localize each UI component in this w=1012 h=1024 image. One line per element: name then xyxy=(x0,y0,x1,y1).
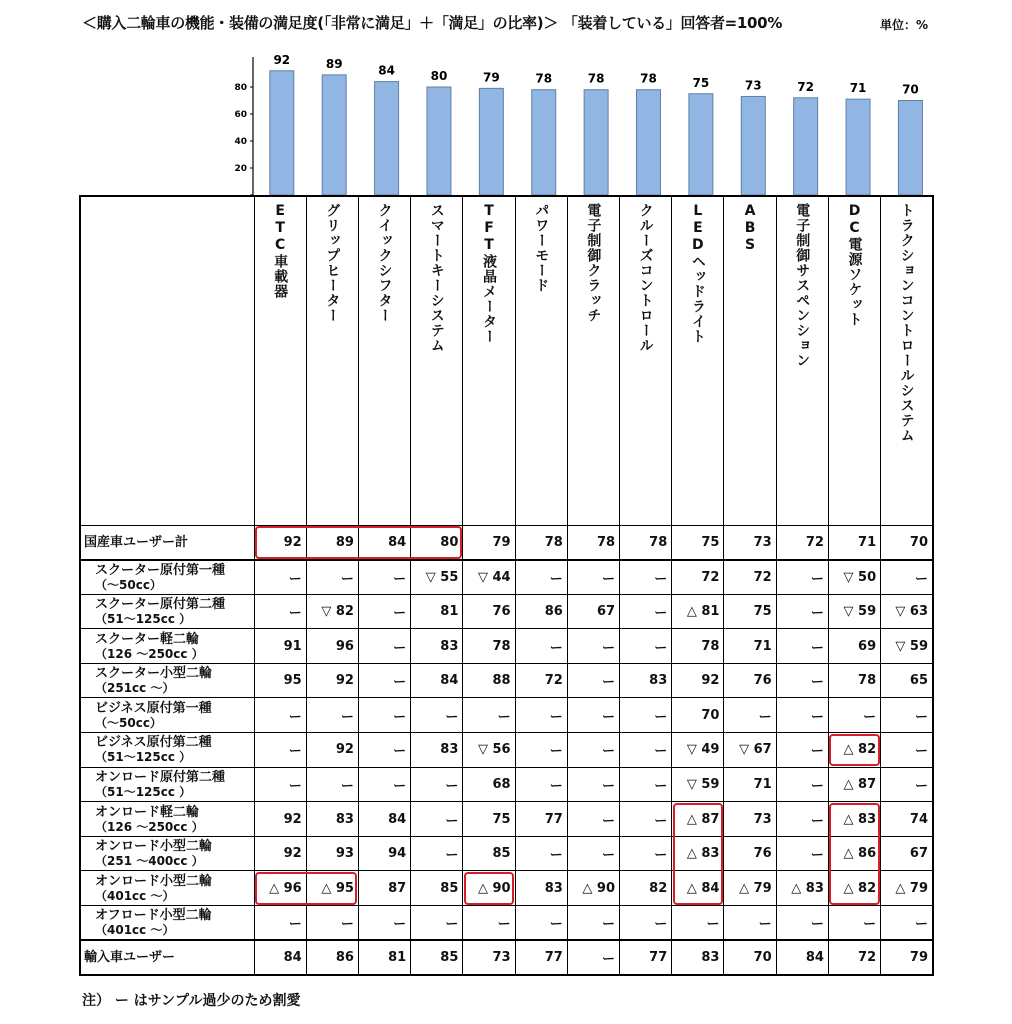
table-cell: △ 83 xyxy=(828,802,880,837)
data-label: 70 xyxy=(902,82,919,97)
table-cell: 91 xyxy=(254,629,306,664)
bar-1 xyxy=(270,71,294,195)
table-cell: 82 xyxy=(620,871,672,906)
table-row xyxy=(80,733,933,768)
table-cell: 76 xyxy=(724,836,776,871)
column-header-label: TFT液晶メーター xyxy=(480,203,497,344)
table-cell: ー xyxy=(776,698,828,733)
table-cell: 76 xyxy=(724,663,776,698)
table-cell: 83 xyxy=(620,663,672,698)
table-cell: ー xyxy=(620,594,672,629)
data-label: 71 xyxy=(849,81,867,96)
row-label-main: ビジネス原付第一種 xyxy=(95,700,212,716)
row-label xyxy=(80,525,254,560)
table-cell: ー xyxy=(515,560,567,595)
table-cell: ー xyxy=(881,733,933,768)
table-cell: ー xyxy=(567,698,619,733)
row-label xyxy=(80,733,254,768)
table-corner xyxy=(80,196,254,525)
table-cell: 78 xyxy=(567,525,619,560)
table-row xyxy=(80,663,933,698)
column-header xyxy=(567,196,619,525)
table-cell: 85 xyxy=(411,940,463,975)
data-label: 89 xyxy=(325,56,343,71)
footnote: 注） ー はサンプル過少のため割愛 xyxy=(82,993,301,1009)
table-cell: 65 xyxy=(881,663,933,698)
page-title: ＜購入二輪車の機能・装備の満足度(「非常に満足」＋「満足」の比率)＞ 「装着している」回答者=100% xyxy=(82,14,783,32)
table-cell: 75 xyxy=(724,594,776,629)
table-cell: 77 xyxy=(515,940,567,975)
table-cell: ー xyxy=(515,698,567,733)
table-cell: 71 xyxy=(724,629,776,664)
data-label: 78 xyxy=(587,71,605,86)
satisfaction-table xyxy=(79,195,934,976)
table-cell: 70 xyxy=(881,525,933,560)
data-label: 75 xyxy=(692,75,710,90)
row-label xyxy=(80,560,254,595)
table-cell: 70 xyxy=(672,698,724,733)
table-cell: △ 86 xyxy=(828,836,880,871)
table-row xyxy=(80,767,933,802)
column-header-label: クイックシフター xyxy=(376,203,393,323)
bar-5 xyxy=(479,88,503,195)
table-cell: ー xyxy=(254,698,306,733)
table-cell: ー xyxy=(515,836,567,871)
y-tick-label: 60 xyxy=(234,110,247,120)
table-cell: △ 82 xyxy=(828,733,880,768)
table-cell: ▽ 44 xyxy=(463,560,515,595)
table-cell: ー xyxy=(776,906,828,941)
table-cell: ▽ 59 xyxy=(828,594,880,629)
table-cell: ー xyxy=(515,733,567,768)
bar-chart xyxy=(0,0,1012,200)
row-label xyxy=(80,663,254,698)
table-cell: ー xyxy=(881,906,933,941)
table-row xyxy=(80,698,933,733)
column-header xyxy=(828,196,880,525)
table-cell: 68 xyxy=(463,767,515,802)
table-cell: 75 xyxy=(672,525,724,560)
table-cell: △ 79 xyxy=(881,871,933,906)
column-header-label: 電子制御クラッチ xyxy=(585,203,602,323)
data-label: 79 xyxy=(482,70,500,85)
row-label-sub: （51～125cc ） xyxy=(95,784,192,799)
data-label: 78 xyxy=(640,71,657,86)
table-cell: ▽ 63 xyxy=(881,594,933,629)
table-cell: ー xyxy=(254,594,306,629)
data-label: 80 xyxy=(430,69,448,83)
table-cell: ー xyxy=(515,767,567,802)
row-label-main: 輸入車ユーザー xyxy=(84,949,176,965)
table-cell: 67 xyxy=(567,594,619,629)
row-label-sub: （～50cc） xyxy=(95,577,162,592)
table-cell: ー xyxy=(306,767,358,802)
table-header-row xyxy=(80,196,933,525)
table-cell: 92 xyxy=(306,733,358,768)
table-cell: ー xyxy=(672,906,724,941)
table-cell: ー xyxy=(567,560,619,595)
table-cell: 84 xyxy=(254,940,306,975)
table-cell: ー xyxy=(620,733,672,768)
table-cell: 78 xyxy=(672,629,724,664)
column-header xyxy=(724,196,776,525)
table-cell: ▽ 50 xyxy=(828,560,880,595)
column-header-label: ABS xyxy=(742,203,759,254)
table-cell: ー xyxy=(306,906,358,941)
table-cell: 77 xyxy=(515,802,567,837)
row-label xyxy=(80,906,254,941)
table-row xyxy=(80,525,933,560)
table-cell: 77 xyxy=(620,940,672,975)
column-header xyxy=(358,196,410,525)
table-cell: ー xyxy=(463,906,515,941)
table-cell: ー xyxy=(254,906,306,941)
table-cell: △ 84 xyxy=(672,871,724,906)
bar-10 xyxy=(741,96,765,195)
table-row xyxy=(80,629,933,664)
table-cell: 94 xyxy=(358,836,410,871)
table-cell: 78 xyxy=(463,629,515,664)
table-cell: ー xyxy=(411,698,463,733)
row-label-main: スクーター小型二輪 xyxy=(95,666,213,682)
row-label xyxy=(80,594,254,629)
table-cell: 70 xyxy=(724,940,776,975)
column-header xyxy=(463,196,515,525)
y-tick-label: 20 xyxy=(234,164,247,174)
table-cell: 92 xyxy=(306,663,358,698)
table-cell: 83 xyxy=(411,629,463,664)
table-cell: 81 xyxy=(411,594,463,629)
bar-13 xyxy=(898,101,922,196)
table-cell: 81 xyxy=(358,940,410,975)
column-header-label: ETC車載器 xyxy=(272,203,289,299)
table-cell: ー xyxy=(358,594,410,629)
table-cell: 87 xyxy=(358,871,410,906)
table-cell: 89 xyxy=(306,525,358,560)
table-cell: ー xyxy=(358,663,410,698)
table-cell: ー xyxy=(776,802,828,837)
table-cell: ー xyxy=(724,698,776,733)
data-label: 84 xyxy=(378,63,395,78)
table-cell: ー xyxy=(463,698,515,733)
table-cell: ー xyxy=(620,629,672,664)
column-header-label: クルーズコントロール xyxy=(637,203,654,353)
bar-7 xyxy=(584,90,608,195)
table-cell: ー xyxy=(776,767,828,802)
row-label-main: オンロード小型二輪 xyxy=(95,873,213,889)
column-header xyxy=(672,196,724,525)
row-label-main: スクーター原付第一種 xyxy=(95,562,226,578)
table-cell: ー xyxy=(620,836,672,871)
table-cell: ー xyxy=(358,733,410,768)
table-cell: 74 xyxy=(881,802,933,837)
table-cell: 72 xyxy=(672,560,724,595)
row-label-sub: （51～125cc ） xyxy=(95,750,192,765)
row-label-main: ビジネス原付第二種 xyxy=(95,735,212,751)
column-header-label: グリップヒーター xyxy=(324,203,341,323)
y-tick-label: 80 xyxy=(234,83,247,93)
table-row xyxy=(80,906,933,941)
row-label-sub: （251 ～400cc ） xyxy=(95,854,204,869)
table-row xyxy=(80,836,933,871)
column-header xyxy=(515,196,567,525)
table-cell: △ 87 xyxy=(828,767,880,802)
table-cell: ー xyxy=(620,698,672,733)
table-cell: ー xyxy=(881,560,933,595)
table-cell: ー xyxy=(567,663,619,698)
table-cell: △ 95 xyxy=(306,871,358,906)
table-cell: △ 81 xyxy=(672,594,724,629)
table-cell: △ 83 xyxy=(672,836,724,871)
table-cell: ー xyxy=(828,906,880,941)
column-header xyxy=(776,196,828,525)
table-cell: ー xyxy=(358,767,410,802)
table-cell: 78 xyxy=(515,525,567,560)
table-cell: 84 xyxy=(358,525,410,560)
row-label xyxy=(80,802,254,837)
table-cell: 79 xyxy=(881,940,933,975)
table-cell: 83 xyxy=(515,871,567,906)
table-cell: △ 90 xyxy=(567,871,619,906)
table-cell: 92 xyxy=(254,525,306,560)
table-cell: 83 xyxy=(411,733,463,768)
table-cell: 78 xyxy=(828,663,880,698)
table-cell: ー xyxy=(411,802,463,837)
table-cell: △ 87 xyxy=(672,802,724,837)
table-row xyxy=(80,871,933,906)
table-cell: 92 xyxy=(254,836,306,871)
bar-11 xyxy=(794,98,818,195)
row-label-sub: （126 ～250cc ） xyxy=(95,819,204,834)
table-cell: ー xyxy=(776,629,828,664)
row-label xyxy=(80,871,254,906)
row-label-main: オンロード小型二輪 xyxy=(95,839,213,855)
table-cell: ー xyxy=(306,698,358,733)
bar-8 xyxy=(637,90,661,195)
column-header xyxy=(254,196,306,525)
table-cell: 83 xyxy=(306,802,358,837)
row-label-sub: （～50cc） xyxy=(95,715,162,730)
table-cell: △ 90 xyxy=(463,871,515,906)
table-cell: ▽ 59 xyxy=(672,767,724,802)
column-header-label: トラクションコントロールシステム xyxy=(898,203,915,443)
table-cell: 84 xyxy=(411,663,463,698)
table-cell: 86 xyxy=(515,594,567,629)
table-cell: 84 xyxy=(358,802,410,837)
table-cell: ー xyxy=(620,767,672,802)
row-label-sub: （401cc ～） xyxy=(95,923,175,938)
row-label xyxy=(80,836,254,871)
table-cell: 79 xyxy=(463,525,515,560)
table-cell: 72 xyxy=(828,940,880,975)
table-row xyxy=(80,594,933,629)
column-header xyxy=(881,196,933,525)
table-cell: ー xyxy=(567,940,619,975)
table-cell: ー xyxy=(411,906,463,941)
table-cell: ー xyxy=(254,733,306,768)
bar-4 xyxy=(427,87,451,195)
table-row xyxy=(80,560,933,595)
table-cell: ▽ 67 xyxy=(724,733,776,768)
table-cell: 85 xyxy=(463,836,515,871)
table-cell: ー xyxy=(411,836,463,871)
table-row xyxy=(80,802,933,837)
table-cell: 76 xyxy=(463,594,515,629)
table-cell: ー xyxy=(358,629,410,664)
table-cell: ー xyxy=(776,663,828,698)
table-cell: 92 xyxy=(254,802,306,837)
row-label-main: 国産車ユーザー計 xyxy=(84,534,189,550)
table-cell: 69 xyxy=(828,629,880,664)
table-cell: ▽ 59 xyxy=(881,629,933,664)
table-row xyxy=(80,940,933,975)
table-cell: ー xyxy=(567,733,619,768)
column-header-label: 電子制御サスペンション xyxy=(794,203,811,368)
table-cell: ー xyxy=(515,629,567,664)
column-header-label: スマートキーシステム xyxy=(428,203,445,353)
data-label: 72 xyxy=(797,79,815,94)
row-label-main: オンロード軽二輪 xyxy=(95,804,200,820)
table-cell: 95 xyxy=(254,663,306,698)
table-cell: 75 xyxy=(463,802,515,837)
data-label: 73 xyxy=(744,78,762,93)
data-label: 78 xyxy=(535,71,553,86)
table-cell: 86 xyxy=(306,940,358,975)
table-cell: 88 xyxy=(463,663,515,698)
row-label-sub: （126 ～250cc ） xyxy=(95,646,204,661)
table-cell: ー xyxy=(358,560,410,595)
table-cell: ー xyxy=(411,767,463,802)
column-header-label: パワーモード xyxy=(533,203,550,293)
table-cell: 83 xyxy=(672,940,724,975)
table-cell: △ 79 xyxy=(724,871,776,906)
bar-9 xyxy=(689,94,713,195)
table-cell: 93 xyxy=(306,836,358,871)
table-cell: ー xyxy=(567,629,619,664)
row-label-main: スクーター原付第二種 xyxy=(95,596,226,612)
column-header xyxy=(306,196,358,525)
column-header xyxy=(411,196,463,525)
table-cell: ー xyxy=(724,906,776,941)
table-cell: ▽ 56 xyxy=(463,733,515,768)
table-cell: ー xyxy=(620,802,672,837)
table-cell: ー xyxy=(776,560,828,595)
row-label xyxy=(80,767,254,802)
table-cell: ー xyxy=(776,733,828,768)
table-cell: ー xyxy=(254,560,306,595)
column-header xyxy=(620,196,672,525)
table-cell: ー xyxy=(358,906,410,941)
table-cell: 80 xyxy=(411,525,463,560)
table-cell: ー xyxy=(567,836,619,871)
table-cell: △ 96 xyxy=(254,871,306,906)
table-cell: ー xyxy=(306,560,358,595)
table-cell: 78 xyxy=(620,525,672,560)
row-label-sub: （51～125cc ） xyxy=(95,611,192,626)
data-label: 92 xyxy=(273,52,291,67)
table-cell: ー xyxy=(567,802,619,837)
table-cell: ー xyxy=(776,594,828,629)
bar-6 xyxy=(532,90,556,195)
table-cell: 96 xyxy=(306,629,358,664)
table-cell: ▽ 55 xyxy=(411,560,463,595)
table-cell: 92 xyxy=(672,663,724,698)
bar-2 xyxy=(322,75,346,195)
table-cell: 72 xyxy=(724,560,776,595)
table-cell: ー xyxy=(881,698,933,733)
unit-label: 単位：% xyxy=(880,18,929,32)
y-tick-label: 40 xyxy=(234,137,247,147)
table-cell: 73 xyxy=(463,940,515,975)
table-cell: 85 xyxy=(411,871,463,906)
table-cell: △ 82 xyxy=(828,871,880,906)
table-cell: 73 xyxy=(724,525,776,560)
table-cell: 71 xyxy=(828,525,880,560)
table-cell: ー xyxy=(620,560,672,595)
table-cell: ー xyxy=(567,767,619,802)
table-cell: ー xyxy=(358,698,410,733)
row-label-main: オフロード小型二輪 xyxy=(95,908,212,924)
table-cell: 84 xyxy=(776,940,828,975)
table-cell: ▽ 82 xyxy=(306,594,358,629)
table-cell: ー xyxy=(776,836,828,871)
table-cell: 71 xyxy=(724,767,776,802)
table-cell: 73 xyxy=(724,802,776,837)
bar-3 xyxy=(375,82,399,195)
row-label-sub: （401cc ～） xyxy=(95,888,175,903)
row-label-sub: （251cc ～） xyxy=(95,681,175,696)
row-label xyxy=(80,698,254,733)
table-cell: △ 83 xyxy=(776,871,828,906)
column-header-label: LEDヘッドライト xyxy=(689,203,706,344)
table-cell: ー xyxy=(828,698,880,733)
row-label-main: スクーター軽二輪 xyxy=(95,631,200,647)
table-cell: ー xyxy=(881,767,933,802)
table-cell: ー xyxy=(254,767,306,802)
row-label xyxy=(80,629,254,664)
column-header-label: DC電源ソケット xyxy=(846,203,863,327)
table-cell: 72 xyxy=(515,663,567,698)
row-label xyxy=(80,940,254,975)
bar-12 xyxy=(846,99,870,195)
table-cell: ー xyxy=(515,906,567,941)
table-cell: ▽ 49 xyxy=(672,733,724,768)
table-cell: ー xyxy=(620,906,672,941)
table-cell: 67 xyxy=(881,836,933,871)
row-label-main: オンロード原付第二種 xyxy=(95,769,226,785)
table-cell: 72 xyxy=(776,525,828,560)
table-cell: ー xyxy=(567,906,619,941)
